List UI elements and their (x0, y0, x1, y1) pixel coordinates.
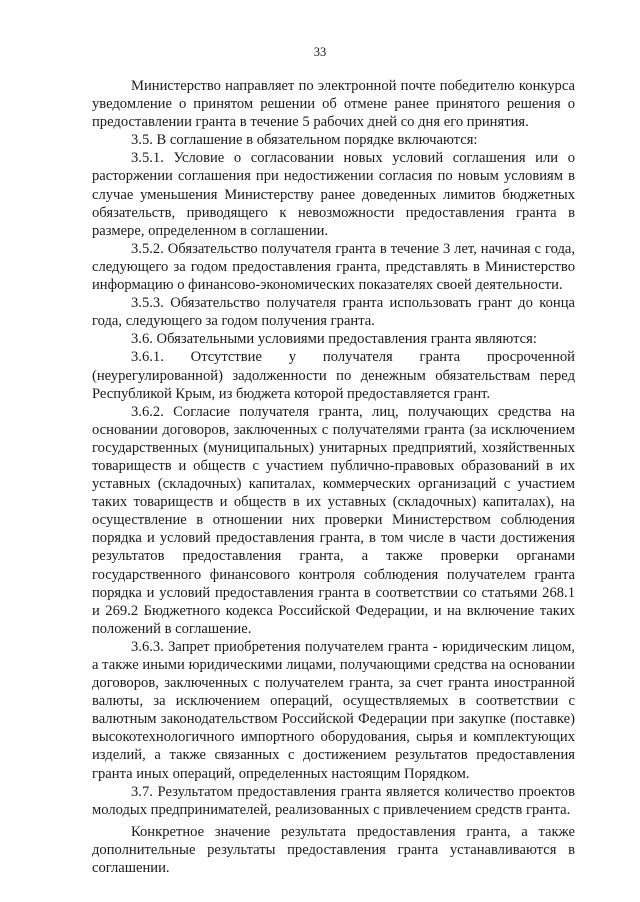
page-number: 33 (313, 45, 327, 59)
paragraph-3-6-1: 3.6.1. Отсутствие у получателя гранта просроченной (неурегулированной) задолженности по денежным обязательствам перед Республикой Крым, из бюджета которой предоставляется грант. (92, 349, 575, 402)
paragraph-3-6: 3.6. Обязательными условиями предоставления гранта являются: (131, 331, 537, 348)
document-body (92, 77, 575, 877)
paragraph-3-5-2: 3.5.2. Обязательство получателя гранта в течение 3 лет, начиная с года, следующего за годом предоставления гранта, представлять в Министерство информацию о финансово-экономических показателях своей деятельности. (92, 240, 575, 294)
paragraph-3-6-3: 3.6.3. Запрет приобретения получателем гранта - юридическим лицом, а также иными юридическими лицами, получающими средства на основании договоров, заключенных с получателем гранта, за счет гранта иностранной валюты, за исключением операций, осуществляемых в соответствии с валютным законодательством Российской Федерации при закупке (поставке) высокотехнологичного импортного оборудования, сырья и комплектующих изделий, а также связанных с достижением результатов предоставления гранта иных операций, определенных настоящим Порядком. (92, 638, 575, 782)
paragraph-result-value: Конкретное значение результата предоставления гранта, а также дополнительные результаты предоставления гранта устанавливаются в соглашении. (92, 823, 575, 877)
paragraph-3-7: 3.7. Результатом предоставления гранта является количество проектов молодых предпринимателей, реализованных с привлечением средств гранта. (92, 783, 575, 818)
paragraph-3-5-3: 3.5.3. Обязательство получателя гранта использовать грант до конца года, следующего за годом получения гранта. (92, 295, 575, 330)
paragraph-3-6-2: 3.6.2. Согласие получателя гранта, лиц, получающих средства на основании договоров, заключенных с получателями гранта (за исключением государственных (муниципальных) унитарных предприятий, хозяйственных товариществ и обществ с участием публично-правовых образований в их уставных (складочных) капиталах, коммерческих организаций с участием таких товариществ и обществ в их уставных (складочных) капиталах), на осуществление в отношении них проверки Министерством соблюдения порядка и условий предоставления гранта, в том числе в части достижения результатов предоставления гранта, а также проверки органами государственного финансового контроля соблюдения получателем гранта порядка и условий предоставления гранта в соответствии со статьями 268.1 и 269.2 Бюджетного кодекса Российской Федерации, и на включение таких положений в соглашение. (92, 403, 575, 637)
paragraph-3-5: 3.5. В соглашение в обязательном порядке включаются: (131, 132, 478, 149)
paragraph-3-5-1: 3.5.1. Условие о согласовании новых условий соглашения или о расторжении соглашения при недостижении согласия по новым условиям в случае уменьшения Министерству ранее доведенных лимитов бюджетных обязательств, приводящего к невозможности предоставления гранта в размере, определенном в соглашении. (92, 150, 575, 239)
paragraph-notification: Министерство направляет по электронной почте победителю конкурса уведомление о принятом решении об отмене ранее принятого решения о предоставлении гранта в течение 5 рабочих дней со дня его принятия. (92, 78, 575, 131)
